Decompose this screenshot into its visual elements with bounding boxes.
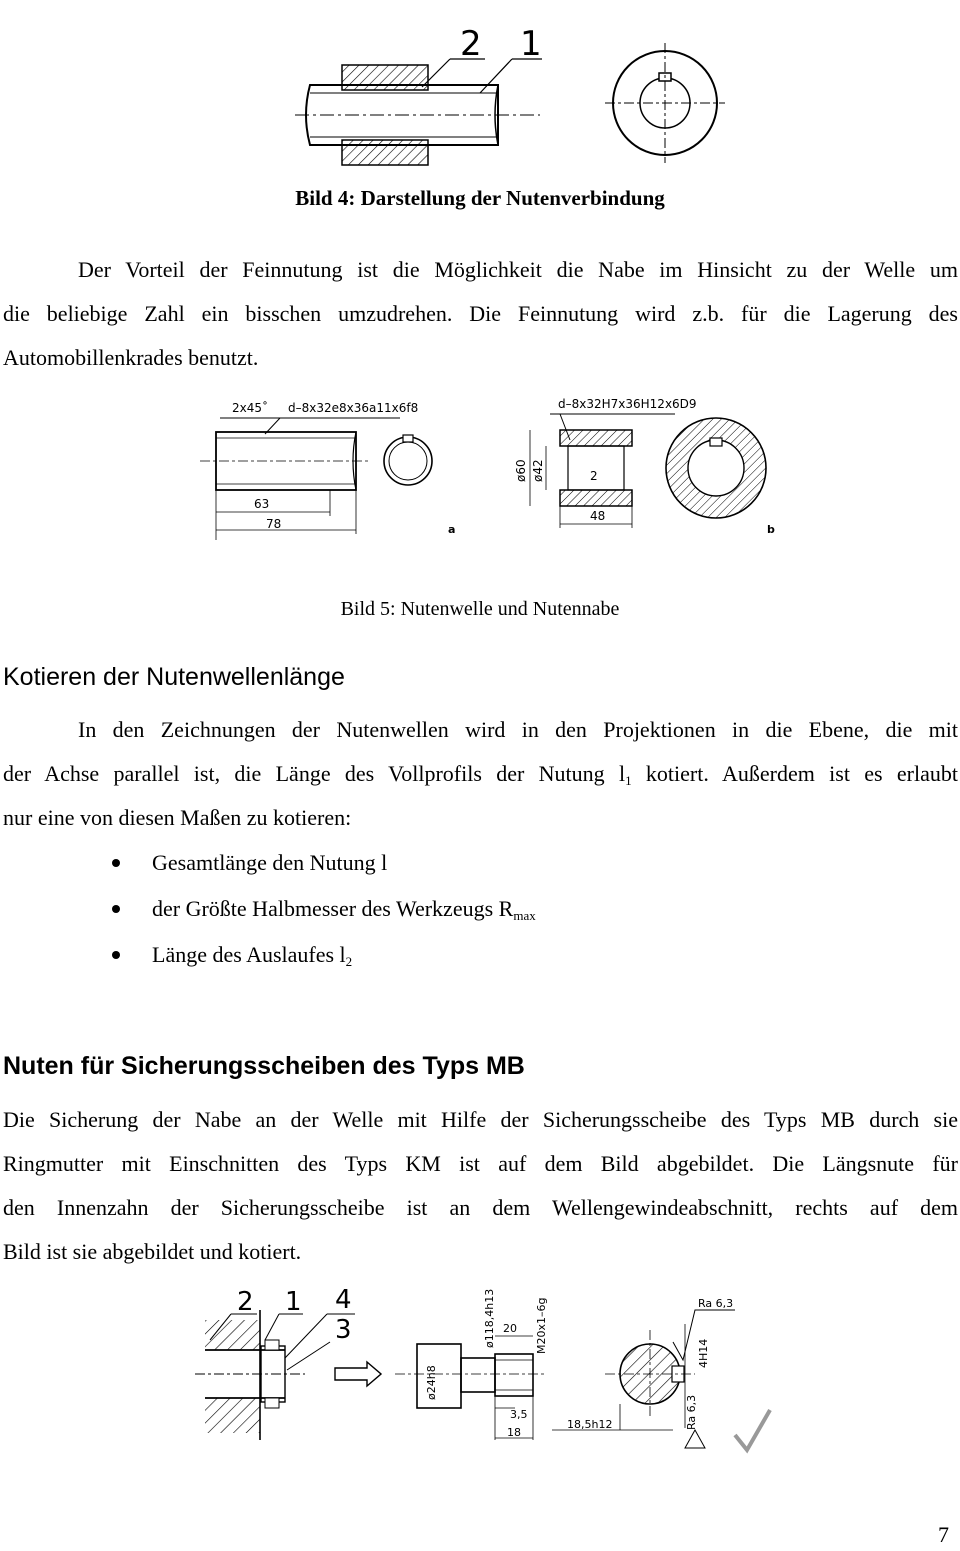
- bullet-dot-icon: [112, 905, 120, 913]
- section1-line2-a: der Achse parallel ist, die Länge des Vollprofils der Nutung l: [3, 761, 626, 786]
- bullet-dot-icon: [112, 951, 120, 959]
- fig4-label-2: 2: [460, 24, 482, 64]
- fig6-label-2: 2: [237, 1287, 254, 1317]
- section1-line1: In den Zeichnungen der Nutenwellen wird in den Projektionen in die Ebene, die mit: [78, 717, 958, 742]
- fig4-label-1: 1: [520, 24, 542, 64]
- fig6-dim-24: ø24h8: [425, 1365, 438, 1400]
- bullet-text: der Größte Halbmesser des Werkzeugs $R_{max}$: [152, 896, 536, 923]
- para1-line2: die beliebige Zahl ein bisschen umzudrehen. Die Feinnutung wird z.b. für die Lagerung des: [3, 301, 958, 326]
- figure-5-caption: Bild 5: Nutenwelle und Nutennabe: [340, 598, 620, 620]
- section2-line4: Bild ist sie abgebildet und kotiert.: [3, 1239, 302, 1264]
- fig5-dim-63: 63: [254, 497, 270, 511]
- bullet-text: Gesamtlänge den Nutung l: [152, 850, 388, 875]
- section1-line2-b: kotiert. Außerdem ist es erlaubt: [631, 761, 959, 786]
- section2-line1: Die Sicherung der Nabe an der Welle mit Hilfe der Sicherungsscheibe des Typs MB durch sie: [3, 1107, 958, 1132]
- figure-4-caption: Bild 4: Darstellung der Nutenverbindung: [295, 186, 665, 210]
- fig6-dim-185: 18,5h12: [567, 1418, 613, 1431]
- fig5-dim-2: 2: [590, 469, 598, 483]
- fig5-tag-a: a: [448, 523, 456, 536]
- bullet-text: Länge des Auslaufes $l_2$: [152, 942, 353, 969]
- fig6-label-4: 4: [335, 1285, 352, 1315]
- fig6-ra-side: Ra 6,3: [685, 1394, 698, 1430]
- fig5-tag-b: b: [767, 523, 775, 536]
- section1-heading: Kotieren der Nutenwellenlänge: [3, 663, 345, 691]
- figure-6-drawing: [195, 1280, 785, 1465]
- fig6-label-3: 3: [335, 1315, 352, 1345]
- figure-4-drawing: [280, 15, 740, 175]
- fig5-hub-spec: d–8x32H7x36H12x6D9: [558, 397, 697, 411]
- section1-line3: nur eine von diesen Maßen zu kotieren:: [3, 805, 352, 830]
- section2-heading: Nuten für Sicherungsscheiben des Typs MB: [3, 1052, 525, 1080]
- fig5-dim-60: ø60: [514, 459, 528, 482]
- fig5-dim-78: 78: [266, 517, 282, 531]
- fig5-dim-42: ø42: [531, 459, 545, 482]
- fig6-label-1: 1: [285, 1287, 302, 1317]
- section2-line3: den Innenzahn der Sicherungsscheibe ist an dem Wellengewindeabschnitt, rechts auf dem: [3, 1195, 958, 1220]
- section1-line2-sub: 1: [625, 773, 632, 788]
- fig6-dim-18: 18: [507, 1426, 521, 1439]
- fig6-dim-4h14: 4H14: [697, 1338, 710, 1368]
- fig6-ra-top: Ra 6,3: [698, 1297, 734, 1310]
- para1-line3: Automobillenkrades benutzt.: [3, 345, 259, 370]
- page-number: 7: [938, 1522, 949, 1547]
- fig5-chamfer-label: 2x45˚: [232, 401, 269, 415]
- fig6-dim-20: 20: [503, 1322, 517, 1335]
- fig6-dim-35: 3,5: [510, 1408, 528, 1421]
- figure-5-drawing: [190, 390, 790, 550]
- bullet-dot-icon: [112, 859, 120, 867]
- fig5-shaft-spec: d–8x32e8x36a11x6f8: [288, 401, 419, 415]
- para1-line1: Der Vorteil der Feinnutung ist die Möglichkeit die Nabe im Hinsicht zu der Welle um: [78, 257, 958, 282]
- fig6-dim-118: ø118,4h13: [483, 1288, 496, 1348]
- section2-line2: Ringmutter mit Einschnitten des Typs KM ist auf dem Bild abgebildet. Die Längsnute für: [3, 1151, 958, 1176]
- fig5-dim-48: 48: [590, 509, 606, 523]
- fig6-dim-m20: M20x1–6g: [535, 1297, 548, 1354]
